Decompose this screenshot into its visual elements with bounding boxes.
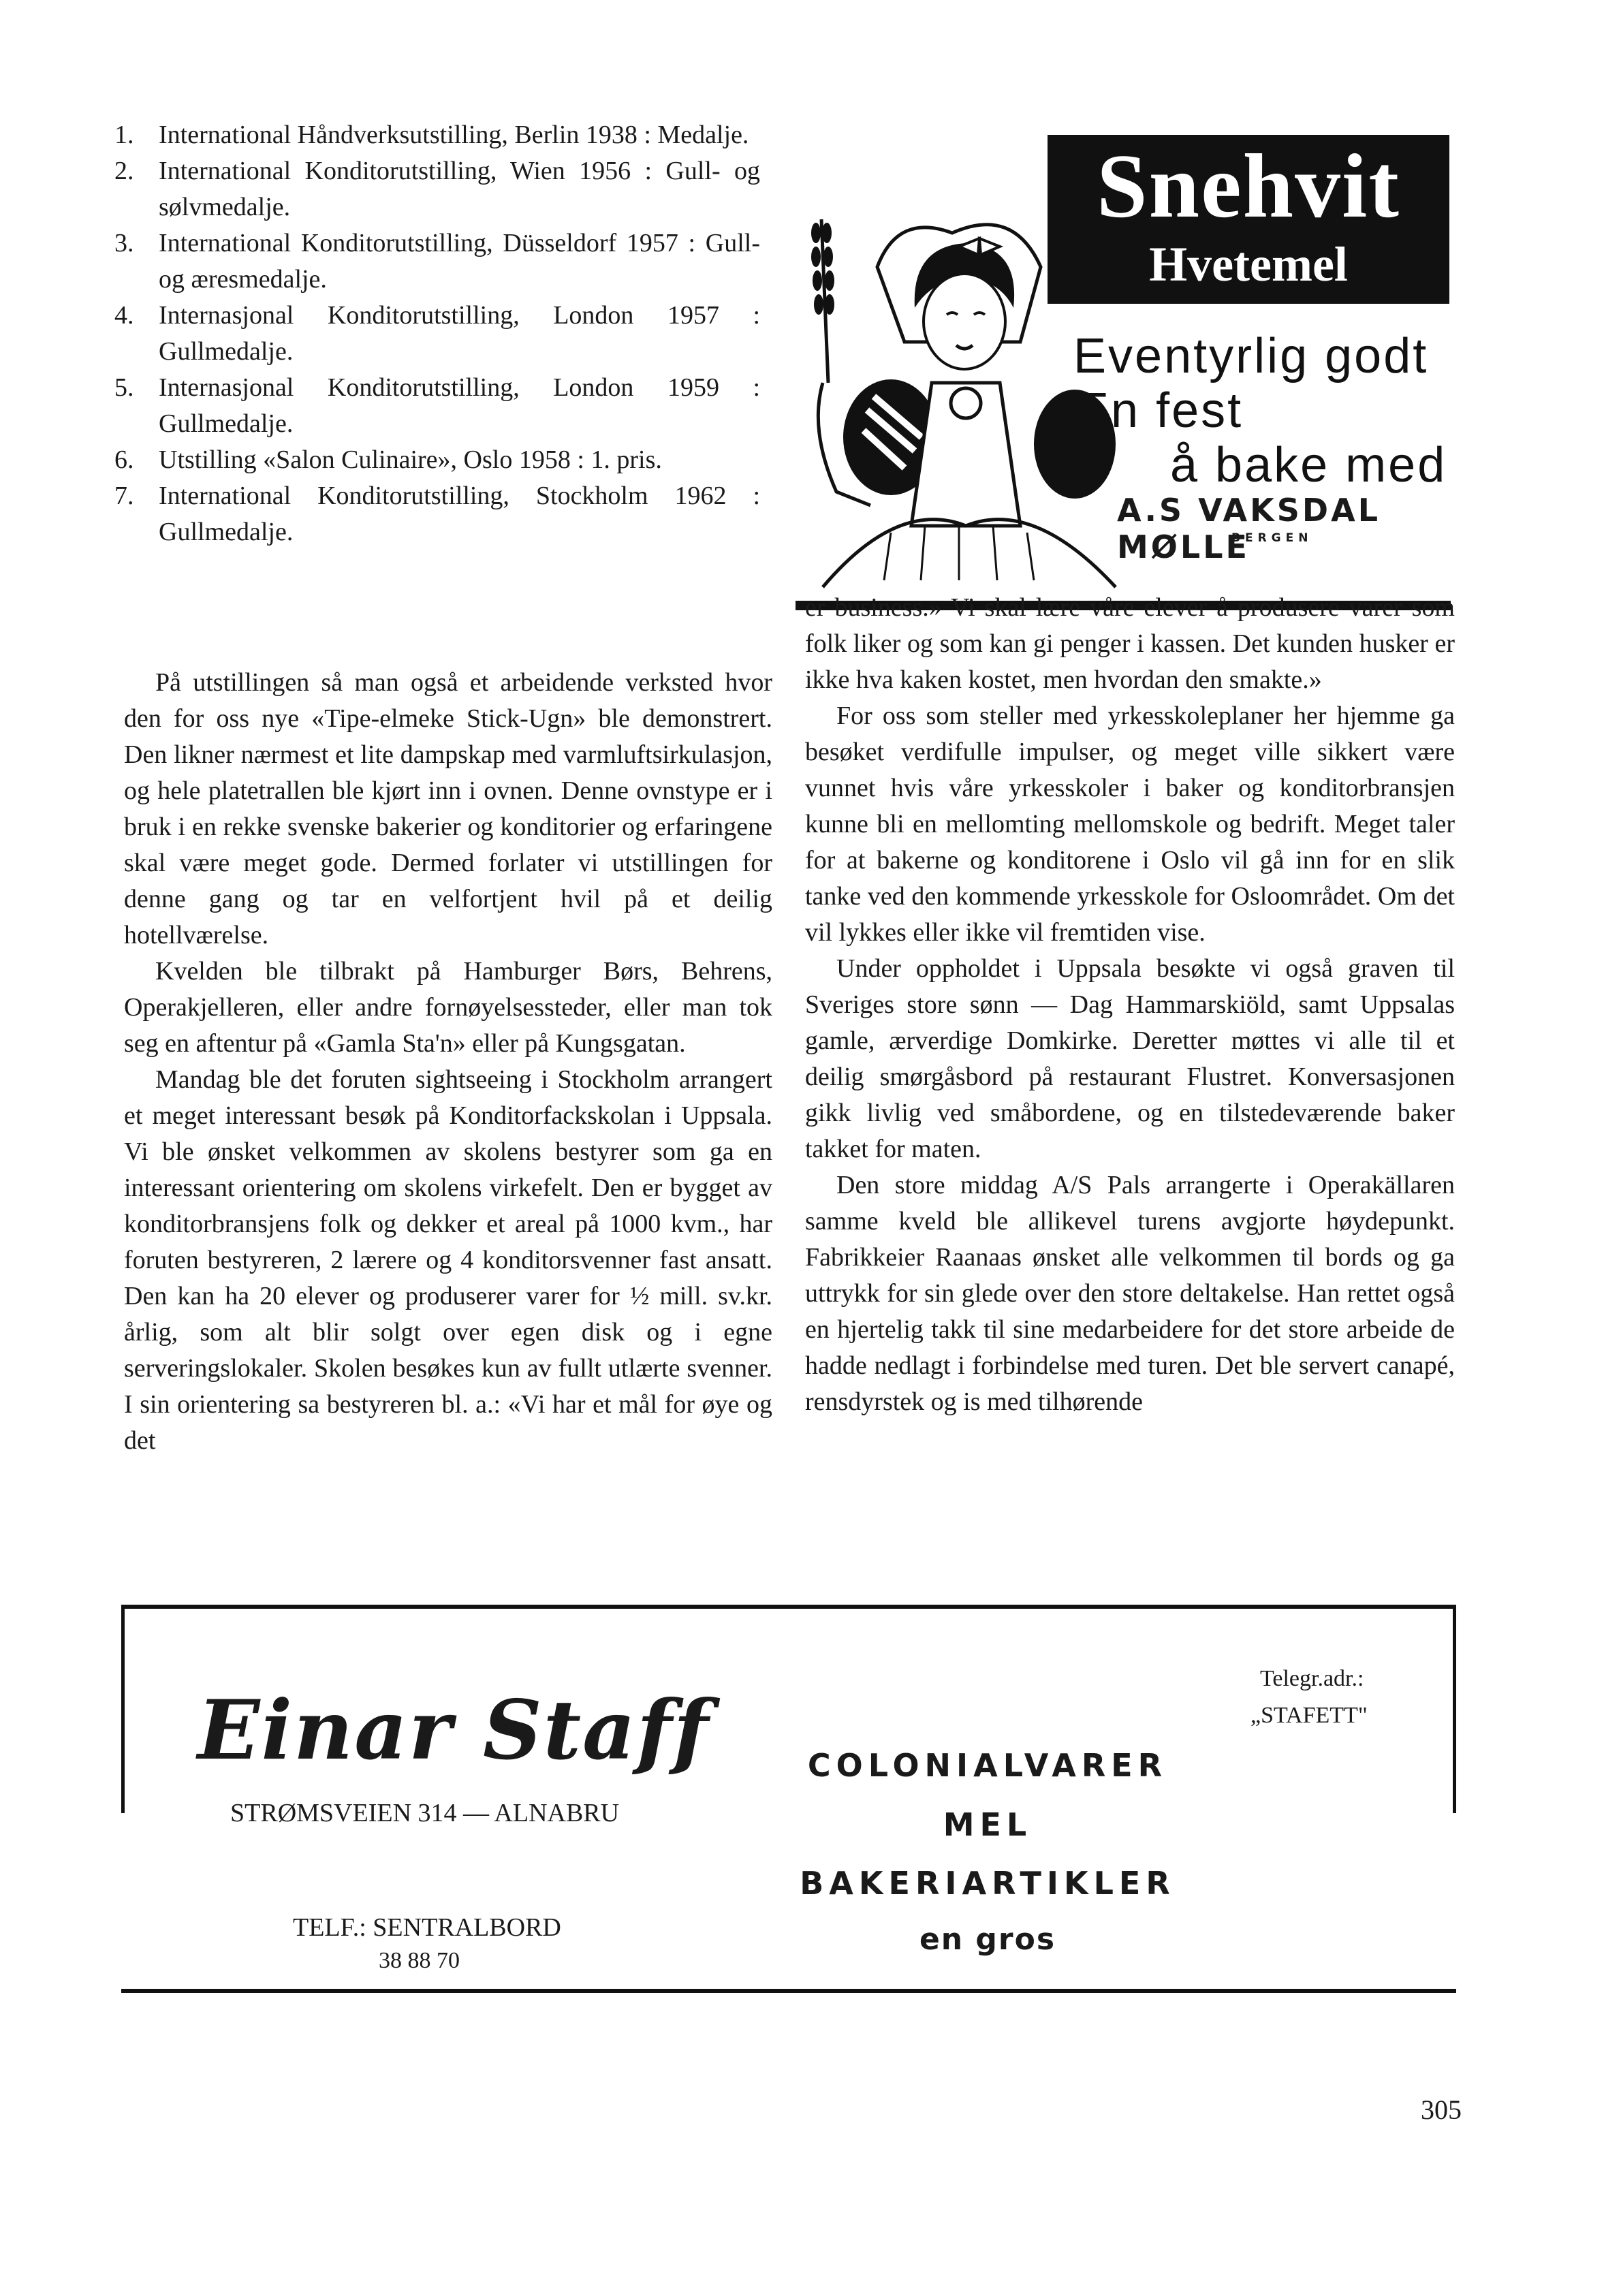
staff-line-colonialvarer: COLONIALVARER [807, 1747, 1168, 1784]
snehvit-title-box [1048, 135, 1449, 304]
paragraph: Mandag ble det foruten sightseeing i Stockholm arrangert et meget interessant besøk på Konditorfackskolan i Uppsala. Vi ble ønsket velkommen av skolens bestyrer som ga en interessant orientering om skolens virkefelt. Den er bygget av konditorbransjens folk og dekker et areal på 1000 kvm., har foruten bestyreren, 2 lærere og 4 konditorsvenner fast ansatt. Den kan ha 20 elever og produserer varer for ½ mill. sv.kr. årlig, som alt blir solgt over egen disk og i egne serveringslokaler. Skolen besøkes kun av fullt utlærte svenner. I sin orientering sa bestyreren bl. a.: «Vi har et mål for øye og det [124, 1065, 772, 1455]
list-item: 6. Utstilling «Salon Culinaire», Oslo 1958 : 1. pris. [114, 445, 662, 474]
snehvit-mill: A.S VAKSDAL MØLLE [1117, 492, 1381, 565]
award-list [114, 117, 760, 550]
right-column [805, 590, 1455, 1420]
list-item: 3. International Konditorutstilling, Düsseldorf 1957 : Gull- og æresmedalje. [114, 229, 760, 294]
snehvit-slogan-3: å bake med [1170, 438, 1447, 492]
snehvit-title: Snehvit [1097, 136, 1400, 236]
ad-left-rule [121, 1609, 125, 1813]
snehvit-ad [796, 124, 1451, 614]
staff-phone: 38 88 70 [379, 1948, 460, 1973]
ad-top-rule [121, 1605, 1456, 1609]
paragraph: På utstillingen så man også et arbeidende verksted hvor den for oss nye «Tipe-elmeke Stick-Ugn» ble demonstrert. Den likner nærmest et lite dampskap med varmluftsirkulasjon, og hele platetrallen ble kjørt inn i ovnen. Denne ovnstype er i bruk i en rekke svenske bakerier og konditorier og erfaringene skal være meget gode. Dermed forlater vi utstillingen for denne gang og tar en velfortjent hvil på et deilig hotellværelse. [124, 668, 772, 949]
staff-line-bakeriartikler: BAKERIARTIKLER [800, 1865, 1176, 1902]
paragraph: Den store middag A/S Pals arrangerte i Operakällaren samme kveld ble allikevel turens avgjorte høydepunkt. Fabrikkeier Raanaas ønsket alle velkommen til bords og ga uttrykk for sin glede over den store deltakelse. Han rettet også en hjertelig takk til sine medarbeidere for det store arbeide de hadde nedlagt i forbindelse med turen. Det ble servert canapé, rensdyrstek og is med tilhørende [805, 1171, 1455, 1416]
snehvit-slogan-1: Eventyrlig godt [1073, 329, 1429, 383]
paragraph: er business.» Vi skal lære våre elever å produsere varer som folk liker og som kan gi penger i kassen. Det kunden husker er ikke hva kaken kostet, men hvordan den smakte.» [805, 593, 1455, 694]
ad-bottom-rule [121, 1989, 1456, 1993]
snehvit-city: BERGEN [1231, 531, 1313, 545]
paragraph: For oss som steller med yrkesskoleplaner her hjemme ga besøket verdifulle impulser, og meget ville sikkert være vunnet hvis våre yrkesskoler i baker og konditorbransjen kunne bli en mellomting mellomskole og bedrift. Meget taler for at bakerne og konditorene i Oslo vil gå inn for en slik tanke ved den kommende yrkesskole for Osloområdet. Om det vil lykkes eller ikke vil fremtiden vise. [805, 702, 1455, 947]
list-item: 2. International Konditorutstilling, Wien 1956 : Gull- og sølvmedalje. [114, 157, 760, 221]
list-item: 7. International Konditorutstilling, Stockholm 1962 : Gullmedalje. [114, 482, 760, 546]
page-number: 305 [1421, 2094, 1462, 2125]
left-column [124, 665, 772, 1459]
einar-staff-logo: Einar Staff [198, 1682, 710, 1778]
list-item: 4. Internasjonal Konditorutstilling, London 1957 : Gullmedalje. [114, 301, 760, 366]
list-item: 5. Internasjonal Konditorutstilling, London 1959 : Gullmedalje. [114, 373, 760, 438]
telegr-label: Telegr.adr.: [1260, 1666, 1364, 1691]
staff-address: STRØMSVEIEN 314 — ALNABRU [230, 1799, 620, 1827]
staff-line-mel: MEL [943, 1806, 1033, 1843]
staff-phone-label: TELF.: SENTRALBORD [293, 1913, 561, 1942]
paragraph: Kvelden ble tilbrakt på Hamburger Børs, Behrens, Operakjelleren, eller andre fornøyelsessteder, eller man tok seg en aftentur på «Gamla Sta'n» eller på Kungsgatan. [124, 957, 772, 1058]
snehvit-subtitle: Hvetemel [1149, 237, 1348, 292]
snehvit-slogan-2: En fest [1076, 383, 1244, 438]
staff-line-en-gros: en gros [919, 1922, 1056, 1957]
list-item: 1. International Håndverksutstilling, Berlin 1938 : Medalje. [114, 121, 749, 149]
paragraph: Under oppholdet i Uppsala besøkte vi også graven til Sveriges store sønn — Dag Hammarskiöld, samt Uppsalas gamle, ærverdige Domkirke. Deretter møttes vi alle til et deilig smørgåsbord på restaurant Flustret. Konversasjonen gikk livlig ved småbordene, og en tilstedeværende baker takket for maten. [805, 954, 1455, 1163]
telegr-address: „STAFETT" [1250, 1703, 1368, 1728]
ad-right-rule [1453, 1609, 1456, 1813]
